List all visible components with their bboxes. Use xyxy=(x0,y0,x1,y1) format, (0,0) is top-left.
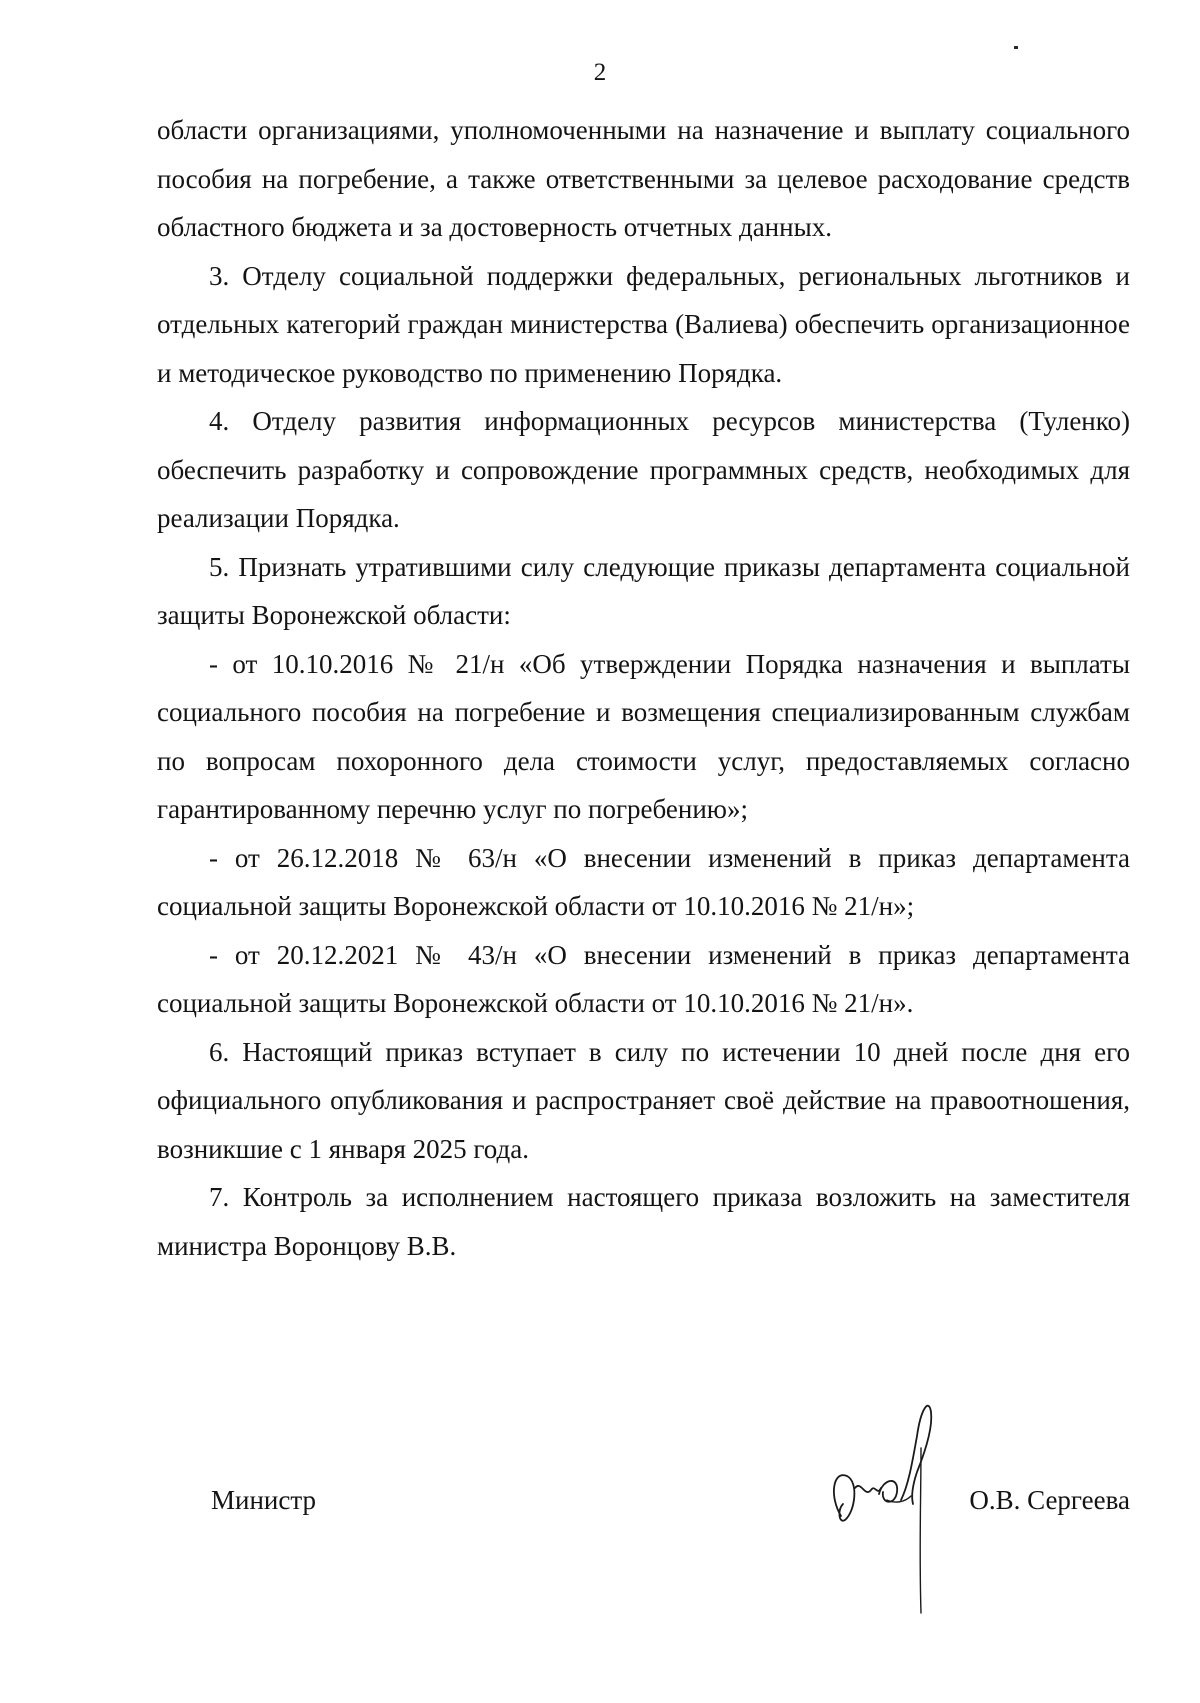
repealed-order-2: - от 26.12.2018 № 63/н «О внесении изменений в приказ департамента социальной защиты Воронежской области от 10.10.2016 № 21/н»; xyxy=(157,842,1130,921)
signatory-title: Министр xyxy=(211,1485,316,1515)
paragraph-item-7: 7. Контроль за исполнением настоящего приказа возложить на заместителя министра Воронцову В.В. xyxy=(157,1182,1130,1261)
paragraph-item-4: 4. Отделу развития информационных ресурсов министерства (Туленко) обеспечить разработку и сопровождение программных средств, необходимых для реализации Порядка. xyxy=(157,406,1130,533)
paragraph-item-6: 6. Настоящий приказ вступает в силу по истечении 10 дней после дня его официального опубликования и распространяет своё действие на правоотношения, возникшие с 1 января 2025 года. xyxy=(157,1036,1130,1164)
signatory-name: О.В. Сергеева xyxy=(969,1485,1130,1515)
handwritten-signature xyxy=(817,1388,957,1618)
repealed-order-3: - от 20.12.2021 № 43/н «О внесении изменений в приказ департамента социальной защиты Воронежской области от 10.10.2016 № 21/н». xyxy=(157,939,1130,1018)
document-body xyxy=(157,106,1130,1270)
repealed-order-1: - от 10.10.2016 № 21/н «Об утверждении Порядка назначения и выплаты социального пособия на погребение и возмещения специализированным службам по вопросам похоронного дела стоимости услуг, предоставляемых согласно гарантированному перечню услуг по погребению»; xyxy=(157,648,1130,824)
paragraph-item-5: 5. Признать утратившими силу следующие приказы департамента социальной защиты Воронежской области: xyxy=(157,551,1130,630)
scan-speck xyxy=(1014,46,1018,49)
paragraph-item-3: 3. Отделу социальной поддержки федеральных, региональных льготников и отдельных категорий граждан министерства (Валиева) обеспечить организационное и методическое руководство по применению Порядка. xyxy=(157,260,1130,388)
paragraph-continuation: области организациями, уполномоченными на назначение и выплату социального пособия на погребение, а также ответственными за целевое расходование средств областного бюджета и за достоверность отчетных данных. xyxy=(157,115,1130,242)
signature-block xyxy=(157,1420,1130,1580)
page-number: 2 xyxy=(593,59,607,86)
